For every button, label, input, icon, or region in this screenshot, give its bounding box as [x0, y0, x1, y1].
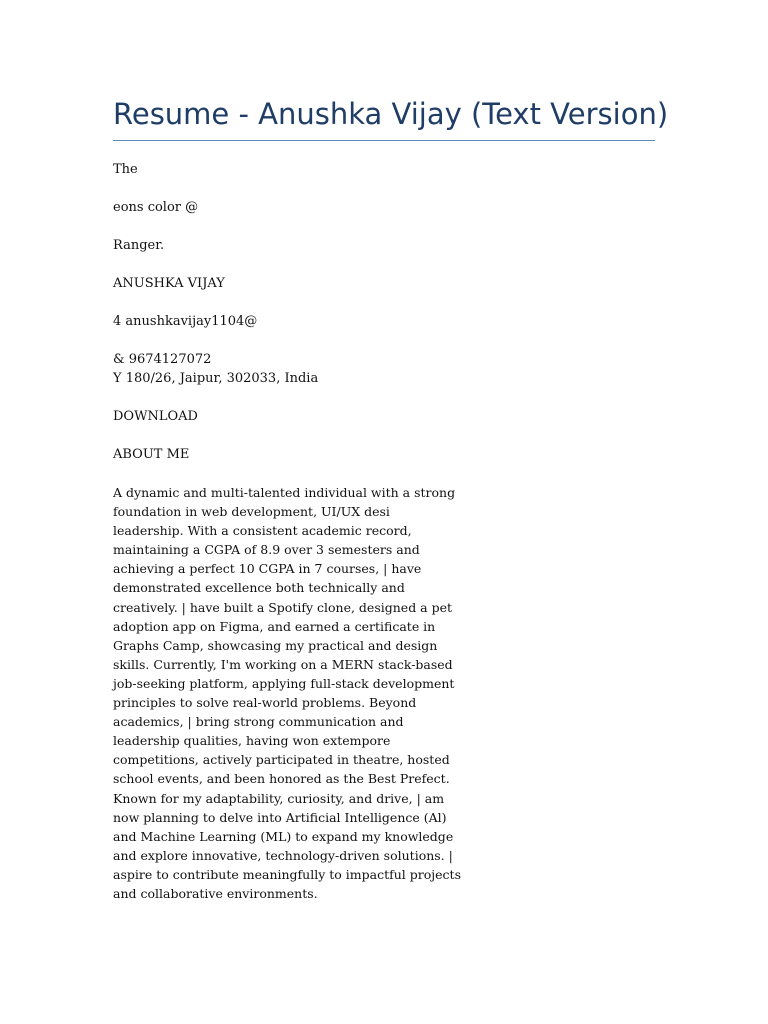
about-line: adoption app on Figma, and earned a certificate in	[113, 618, 436, 634]
about-line: job-seeking platform, applying full-stack development	[113, 675, 455, 691]
email-line: 4 anushkavijay1104@	[113, 314, 258, 329]
paragraph-gap	[113, 255, 768, 274]
page-title: Resume - Anushka Vijay (Text Version)	[113, 97, 669, 131]
about-line: Known for my adaptability, curiosity, and drive, | am	[113, 790, 445, 806]
paragraph-gap	[113, 464, 768, 483]
about-line: demonstrated excellence both technically and	[113, 580, 405, 596]
about-line: foundation in web development, UI/UX desi	[113, 504, 390, 520]
about-line: school events, and been honored as the Best Prefect.	[113, 771, 450, 787]
about-line: leadership qualities, having won extempore	[113, 733, 391, 749]
paragraph-gap	[113, 388, 768, 407]
about-line: creatively. | have built a Spotify clone, designed a pet	[113, 599, 453, 615]
text-line-ranger: Ranger.	[113, 238, 165, 253]
paragraph-gap	[113, 217, 768, 236]
paragraph-gap	[113, 179, 768, 198]
about-line: aspire to contribute meaningfully to impactful projects	[113, 866, 461, 882]
about-line: Graphs Camp, showcasing my practical and design	[113, 637, 438, 653]
download-label: DOWNLOAD	[113, 409, 198, 424]
text-line-the: The	[113, 162, 138, 177]
about-line: achieving a perfect 10 CGPA in 7 courses, | have	[113, 561, 422, 577]
phone-line: & 9674127072	[113, 352, 212, 367]
paragraph-gap	[113, 293, 768, 312]
about-line: and collaborative environments.	[113, 885, 318, 901]
about-line: maintaining a CGPA of 8.9 over 3 semesters and	[113, 542, 420, 558]
text-line-eons: eons color @	[113, 200, 199, 215]
applicant-name: ANUSHKA VIJAY	[113, 276, 225, 291]
paragraph-gap	[113, 426, 768, 445]
about-heading: ABOUT ME	[113, 447, 190, 462]
about-paragraph	[113, 483, 461, 903]
about-line: competitions, actively participated in theatre, hosted	[113, 752, 450, 768]
about-line: principles to solve real-world problems. Beyond	[113, 695, 417, 711]
address-line: Y 180/26, Jaipur, 302033, India	[113, 371, 319, 386]
about-line: A dynamic and multi-talented individual with a strong	[113, 485, 456, 500]
about-line: leadership. With a consistent academic record,	[113, 523, 412, 539]
about-line: and Machine Learning (ML) to expand my knowledge	[113, 828, 454, 844]
about-line: academics, | bring strong communication and	[113, 714, 404, 730]
about-line: and explore innovative, technology-driven solutions. |	[113, 847, 453, 863]
title-divider	[113, 140, 655, 141]
about-line: now planning to delve into Artificial Intelligence (Al)	[113, 809, 447, 825]
paragraph-gap	[113, 331, 768, 350]
about-line: skills. Currently, I'm working on a MERN stack-based	[113, 656, 453, 672]
